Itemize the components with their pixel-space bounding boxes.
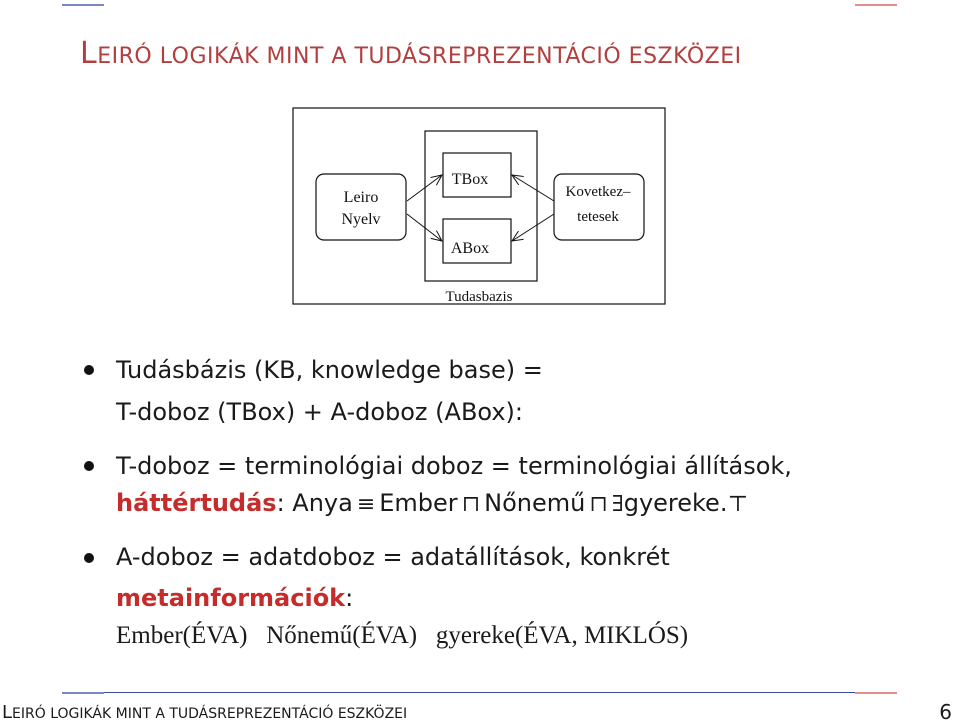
keyword-metainformaciok: metainformációk [116,584,346,612]
footer-rule [104,692,855,693]
footer-initial: L [2,702,13,723]
text-anya: : Anya [276,489,353,517]
tudasbazis-label: Tudasbazis [445,289,513,305]
bullet-3-line-1: A-doboz = adatdoboz = adatállítások, konkrét [116,543,670,571]
top-symbol: ⊤ [727,492,749,517]
knowledge-base-diagram [290,106,670,311]
bullet-dot [82,551,96,565]
leiro-nyelv-box [316,174,406,240]
outer-frame [293,108,665,304]
bullet-1-line-2: T-doboz (TBox) + A-doboz (ABox): [116,398,524,426]
exists-symbol: ∃ [611,492,624,517]
title-initial: L [80,36,98,71]
text-gyereke: gyereke. [623,489,728,517]
bullet-2-line-2 [116,488,748,520]
footer-accent-left [62,692,104,694]
bullet-dot [82,459,96,473]
text-nonemu: Nőnemű [484,489,586,517]
leiro-label-2: Nyelv [341,211,381,228]
header-accent-left [62,4,104,6]
text-ember: Ember [379,489,458,517]
abox-label: ABox [450,240,490,257]
footer-title-rest: EIRÓ LOGIKÁK MINT A TUDÁSREPREZENTÁCIÓ ESZKÖZEI [12,706,408,722]
bullet-2-line-1: T-doboz = terminológiai doboz = terminológiai állítások, [116,452,792,480]
bullet-3-line-2 [116,583,353,613]
bullet-1-line-1: Tudásbázis (KB, knowledge base) = [116,356,543,384]
arrow-kovetkez-to-abox [512,214,554,241]
keyword-hattertudas: háttértudás [116,489,277,517]
leiro-label-1: Leiro [343,189,379,206]
tbox-label: TBox [451,171,489,188]
title-rest: EIRÓ LOGIKÁK MINT A TUDÁSREPREZENTÁCIÓ ESZKÖZEI [97,44,742,69]
header-accent-right [855,4,897,6]
and-symbol: ⊓ [461,492,481,517]
kovetkez-label-2: tetesek [577,209,619,225]
footer-title [2,702,407,723]
page-number: 6 [939,700,952,724]
footer-accent-right [855,692,897,694]
colon: : [345,584,354,612]
bullet-3-assertions: Ember(ÉVA) Nőnemű(ÉVA) gyereke(ÉVA, MIKLÓS) [116,622,689,649]
page-title [80,36,742,71]
equiv-symbol: ≡ [356,492,376,517]
kovetkez-label-1: Kovetkez– [565,184,631,200]
bullet-dot [82,363,96,377]
and-symbol: ⊓ [589,492,608,517]
arrow-kovetkez-to-tbox [512,175,554,201]
